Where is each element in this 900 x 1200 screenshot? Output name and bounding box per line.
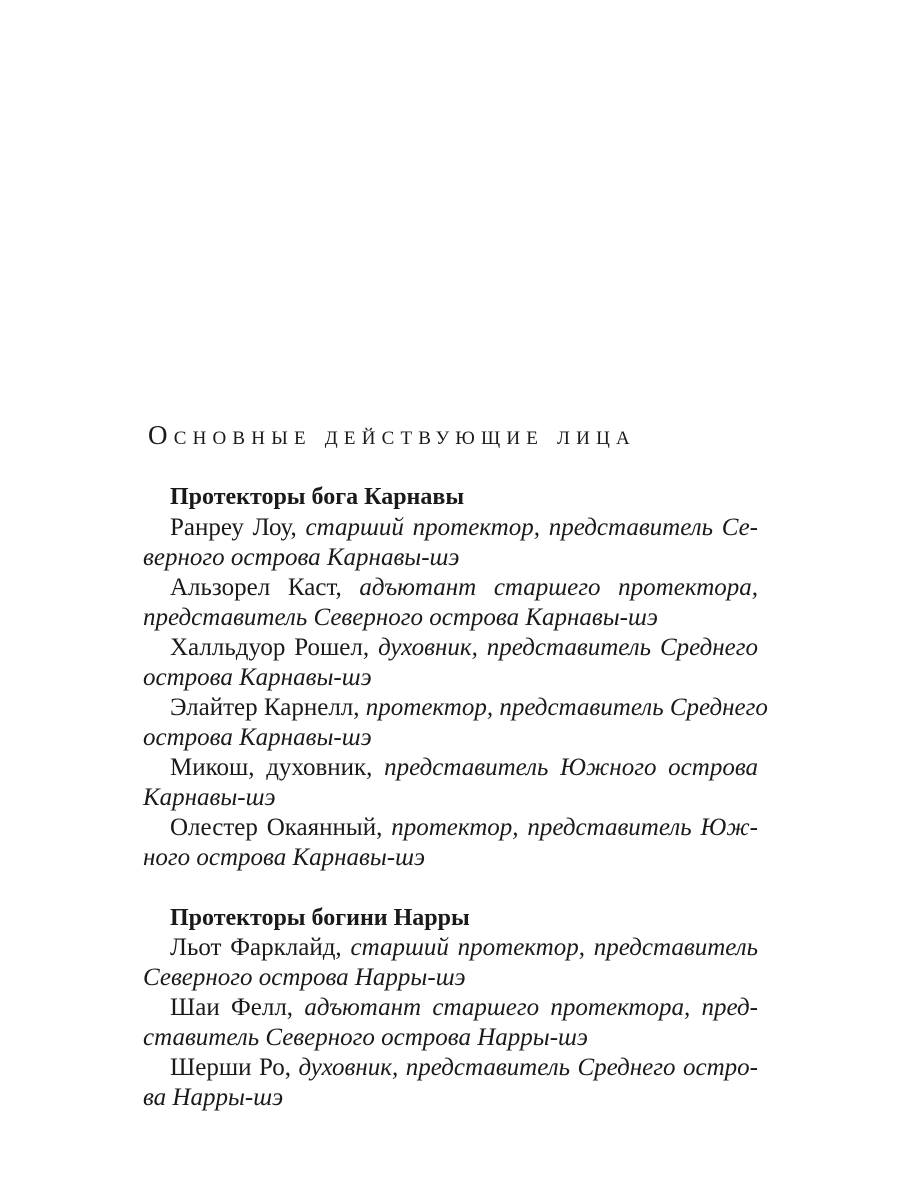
character-description: протектор, представитель Юж- bbox=[391, 814, 759, 841]
character-description: старший протектор, представитель Се- bbox=[305, 514, 759, 541]
character-entry-line bbox=[143, 783, 758, 813]
character-name: Олестер Окаянный, bbox=[170, 814, 383, 841]
character-entry-line bbox=[170, 633, 758, 663]
character-description: острова Карнавы-шэ bbox=[143, 664, 372, 691]
character-description: представитель Южного острова bbox=[384, 754, 759, 781]
character-entry-line bbox=[143, 723, 758, 753]
section-heading: Протекторы бога Карнавы bbox=[170, 484, 465, 510]
character-description: ставитель Северного острова Нарры-шэ bbox=[143, 1024, 588, 1051]
character-description: ного острова Карнавы-шэ bbox=[143, 844, 425, 871]
character-name: Ранреу Лоу, bbox=[170, 514, 297, 541]
character-description: духовник, представитель Среднего bbox=[378, 634, 758, 661]
character-entry-line bbox=[170, 933, 758, 963]
character-description: адъютант старшего протектора, пред- bbox=[304, 994, 758, 1021]
character-name: Шерши Ро, bbox=[170, 1054, 291, 1081]
character-name: Халльдуор Рошел, bbox=[170, 634, 370, 661]
character-name: Шаи Фелл, bbox=[170, 994, 294, 1021]
character-entry-line bbox=[170, 1053, 758, 1083]
character-name: Альзорел Каст, bbox=[170, 574, 342, 601]
character-description: Карнавы-шэ bbox=[143, 784, 276, 811]
section-heading: Протекторы богини Нарры bbox=[170, 905, 470, 931]
character-entry-line bbox=[170, 753, 758, 783]
character-entry-line bbox=[170, 693, 768, 723]
character-description: острова Карнавы-шэ bbox=[143, 724, 372, 751]
character-entry-line bbox=[170, 573, 758, 603]
character-description: верного острова Карнавы-шэ bbox=[143, 544, 460, 571]
character-entry-line bbox=[170, 513, 758, 543]
character-description: представитель Северного острова Карнавы-шэ bbox=[143, 604, 658, 631]
character-entry-line bbox=[143, 1083, 758, 1113]
character-description: ва Нарры-шэ bbox=[143, 1084, 284, 1111]
character-entry-line bbox=[143, 603, 758, 633]
page-title: Основные действующие лица bbox=[148, 420, 636, 450]
character-entry-line bbox=[143, 663, 758, 693]
character-description: Северного острова Нарры-шэ bbox=[143, 964, 466, 991]
character-entry-line bbox=[143, 963, 758, 993]
character-entry-line bbox=[170, 993, 758, 1023]
character-name: Льот Фарклайд, bbox=[170, 934, 342, 961]
character-entry-line bbox=[143, 1023, 758, 1053]
character-name: Элайтер Карнелл, bbox=[170, 694, 360, 721]
character-description: адъютант старшего протектора, bbox=[359, 574, 758, 601]
character-entry-line bbox=[170, 813, 758, 843]
character-entry-line bbox=[143, 543, 758, 573]
character-name: Микош, духовник, bbox=[170, 754, 373, 781]
character-description: духовник, представитель Среднего остро- bbox=[298, 1054, 758, 1081]
character-description: старший протектор, представитель bbox=[350, 934, 758, 961]
character-entry-line bbox=[143, 843, 758, 873]
character-description: протектор, представитель Среднего bbox=[365, 694, 768, 721]
